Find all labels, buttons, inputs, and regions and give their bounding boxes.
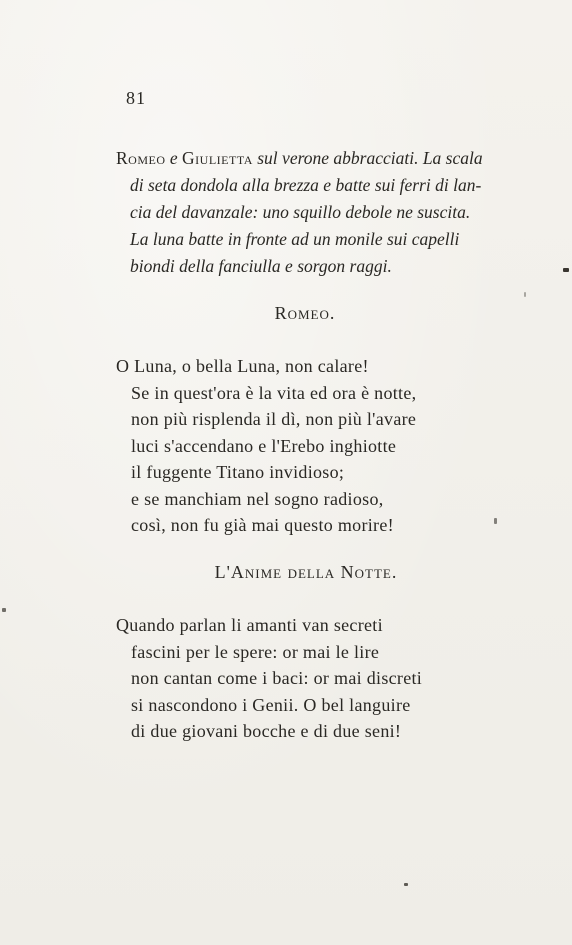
verse-line: si nascondono i Genii. O bel languire (131, 694, 411, 715)
ink-speck (494, 518, 497, 524)
stage-direction-line (116, 145, 516, 172)
stage-direction-line: biondi della fanciulla e sorgon raggi. (130, 256, 392, 276)
stage-direction-line: di seta dondola alla brezza e batte sui ferri di lan- (130, 175, 482, 195)
verse-line: Quando parlan li amanti van secreti (116, 615, 383, 635)
verse-line: il fuggente Titano invidioso; (131, 462, 345, 482)
ink-speck (2, 608, 6, 612)
ink-speck (563, 268, 569, 272)
stanza-romeo (116, 353, 416, 539)
character-name-giulietta: Giulietta (182, 148, 253, 168)
conjunction: e (165, 148, 183, 168)
verse-line: O Luna, o bella Luna, non calare! (116, 356, 369, 376)
verse-line: di due giovani bocche e di due seni! (131, 721, 402, 741)
ink-speck (524, 292, 526, 297)
stage-direction-line: cia del davanzale: uno squillo debole ne suscita. (130, 202, 471, 222)
ink-speck (404, 883, 408, 886)
verse-line: non più risplenda il dì, non più l'avare (131, 409, 417, 429)
stage-direction (116, 145, 516, 280)
verse-line: luci s'accendano e l'Erebo inghiotte (131, 435, 397, 456)
verse-line: e se manchiam nel sogno radioso, (131, 488, 384, 509)
speaker-heading-anime: L'Anime della Notte. (214, 562, 398, 582)
page-number: 81 (126, 88, 146, 108)
stage-direction-line: La luna batte in fronte ad un monile sui capelli (130, 229, 460, 249)
verse-line: Se in quest'ora è la vita ed ora è notte, (131, 382, 417, 403)
verse-line: così, non fu già mai questo morire! (131, 515, 394, 535)
character-name-romeo: Romeo (116, 148, 166, 168)
speaker-heading-romeo: Romeo. (274, 303, 336, 323)
stanza-anime (116, 612, 422, 745)
stage-direction-text: sul verone abbracciati. La scala (252, 148, 483, 168)
verse-line: non cantan come i baci: or mai discreti (131, 668, 423, 688)
verse-line: fascini per le spere: or mai le lire (131, 641, 380, 662)
